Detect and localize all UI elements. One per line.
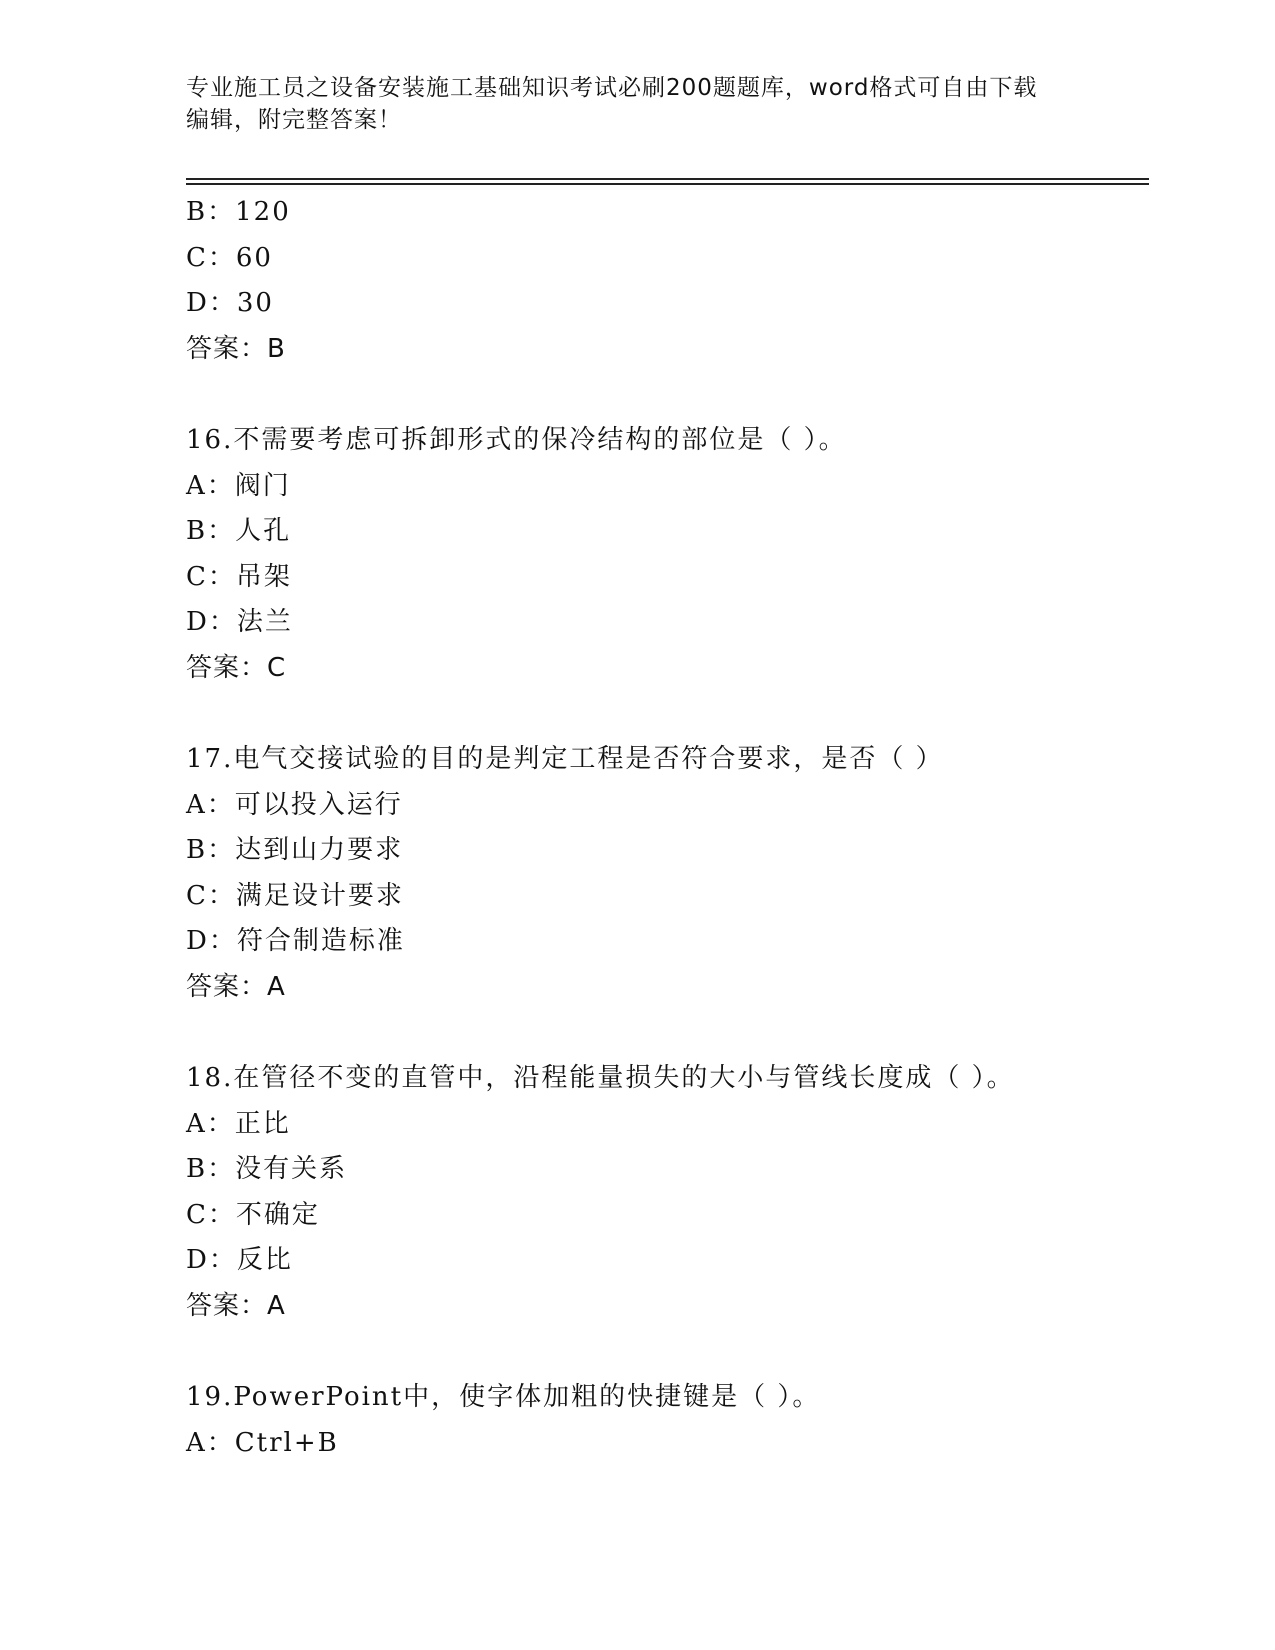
option-a: A：可以投入运行 [186, 789, 403, 820]
header-title-line-1: 专业施工员之设备安装施工基础知识考试必刷200题题库，word格式可自由下载 [186, 75, 1038, 101]
option-b: B：120 [186, 197, 291, 227]
question-text: 18.在管径不变的直管中，沿程能量损失的大小与管线长度成（ ）。 [186, 1063, 1015, 1093]
question-text: 19.PowerPoint中，使字体加粗的快捷键是（ ）。 [186, 1382, 821, 1412]
option-a: A：阀门 [186, 470, 291, 501]
answer-line: 答案：A [186, 1290, 286, 1321]
answer-line: 答案：A [186, 971, 286, 1002]
question-17 [186, 737, 1146, 1010]
option-a: A：Ctrl+B [186, 1427, 339, 1458]
option-c: C：60 [186, 242, 273, 273]
option-d: D：反比 [186, 1245, 293, 1275]
option-d: D：30 [186, 288, 274, 318]
option-d: D：法兰 [186, 607, 293, 637]
option-c: C：满足设计要求 [186, 880, 404, 911]
question-text: 16.不需要考虑可拆卸形式的保冷结构的部位是（ ）。 [186, 425, 847, 455]
header-divider-top [186, 178, 1149, 180]
option-a: A：正比 [186, 1108, 291, 1139]
answer-line: 答案：C [186, 652, 287, 683]
question-15-continued [186, 190, 1146, 372]
option-d: D：符合制造标准 [186, 926, 405, 956]
option-b: B：达到山力要求 [186, 835, 404, 865]
option-c: C：吊架 [186, 561, 292, 592]
answer-line: 答案：B [186, 333, 286, 364]
option-b: B：人孔 [186, 516, 292, 546]
question-16 [186, 418, 1146, 691]
document-header [186, 72, 1066, 136]
header-divider-bottom [186, 183, 1149, 185]
question-text: 17.电气交接试验的目的是判定工程是否符合要求，是否（ ） [186, 744, 944, 774]
header-title-line-2: 编辑，附完整答案！ [186, 107, 402, 133]
option-c: C：不确定 [186, 1199, 320, 1230]
question-19 [186, 1375, 1146, 1466]
question-18 [186, 1056, 1146, 1329]
option-b: B：没有关系 [186, 1154, 348, 1184]
question-list [186, 190, 1146, 1466]
